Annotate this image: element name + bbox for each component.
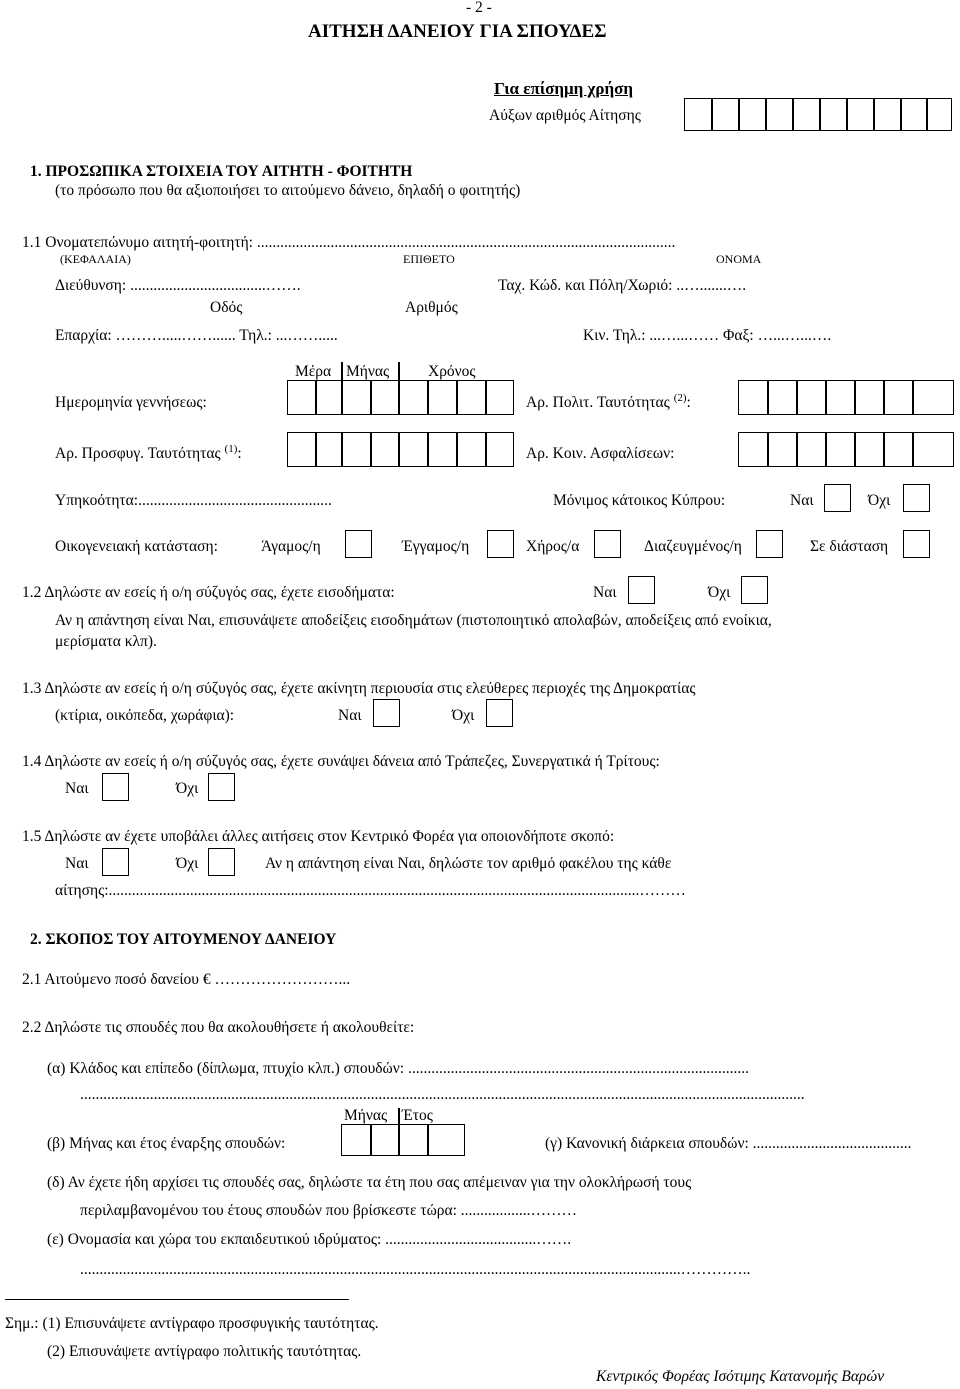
footnote-1: Σημ.: (1) Επισυνάψετε αντίγραφο προσφυγικής ταυτότητας.: [5, 1315, 379, 1332]
firstname-note: ΟΝΟΜΑ: [716, 252, 762, 266]
official-use-heading: Για επίσημη χρήση: [494, 79, 634, 98]
serial-number-label: Αύξων αριθμός Αίτησης: [489, 107, 641, 124]
q1-2-yes-label: Ναι: [593, 584, 617, 601]
widowed-checkbox[interactable]: [594, 530, 621, 558]
section1-subheading: (το πρόσωπο που θα αξιοποιήσει το αιτούμενο δάνειο, δηλαδή ο φοιτητής): [55, 182, 521, 199]
resident-yes-checkbox[interactable]: [824, 484, 851, 512]
divorced-checkbox[interactable]: [756, 530, 783, 558]
divorced-label: Διαζευγμένος/η: [644, 538, 742, 555]
marital-label: Οικογενειακή κατάσταση:: [55, 538, 218, 555]
q1-3-no-label: Όχι: [452, 707, 475, 724]
civil-id-label: Αρ. Πολιτ. Ταυτότητας $^{(2)}$:: [526, 391, 691, 411]
q1-4-yes-checkbox[interactable]: [102, 773, 129, 801]
section2-heading: 2. ΣΚΟΠΟΣ ΤΟΥ ΑΙΤΟΥΜΕΝΟΥ ΔΑΝΕΙΟΥ: [30, 931, 337, 948]
q1-3-text: 1.3 Δηλώστε αν εσείς ή ο/η σύζυγός σας, έχετε ακίνητη περιουσία στις ελεύθερες περιοχές της Δημοκρατίας: [22, 680, 696, 697]
surname-note: ΕΠΙΘΕΤΟ: [403, 252, 455, 266]
district-phone-field[interactable]: Επαρχία: ……….....……...... Τηλ.: ...…….....: [55, 327, 338, 344]
q1-3-yes-label: Ναι: [338, 707, 362, 724]
married-label: Έγγαμος/η: [402, 538, 470, 555]
q1-5-text: 1.5 Δηλώστε αν έχετε υποβάλει άλλες αιτήσεις στον Κεντρικό Φορέα για οποιονδήποτε σκοπό:: [22, 828, 615, 845]
social-insurance-label: Αρ. Κοιν. Ασφαλίσεων:: [526, 445, 675, 462]
page-number: - 2 -: [466, 0, 492, 16]
q1-4-no-checkbox[interactable]: [208, 773, 235, 801]
applicant-name-label[interactable]: 1.1 Ονοματεπώνυμο αιτητή-φοιτητή: ............................................................................................................: [22, 234, 676, 251]
refugee-id-label: Αρ. Προσφυγ. Ταυτότητας $^{(1)}$:: [55, 442, 242, 462]
q1-2-note-line1: Αν η απάντηση είναι Ναι, επισυνάψετε αποδείξεις εισοδημάτων (πιστοποιητικό απολαβών, αποδείξεις από ενοίκια,: [55, 612, 772, 629]
street-note: Οδός: [210, 299, 243, 316]
remaining-years-field[interactable]: περιλαμβανομένου του έτους σπουδών που βρίσκεστε τώρα: ..................………: [80, 1202, 578, 1219]
q1-5-yes-checkbox[interactable]: [102, 848, 129, 876]
caps-note: (ΚΕΦΑΛΑΙΑ): [60, 252, 131, 266]
citizenship-field[interactable]: Υπηκοότητα:..................................................: [55, 492, 332, 509]
mobile-fax-field[interactable]: Κιν. Τηλ.: ...…...…… Φαξ: …...…...….: [583, 327, 832, 344]
q1-2-note-line2: μερίσματα κλπ).: [55, 633, 157, 650]
study-field-input[interactable]: (α) Κλάδος και επίπεδο (δίπλωμα, πτυχίο κλπ.) σπουδών: ........................................................................................: [47, 1060, 749, 1077]
q2-2-text: 2.2 Δηλώστε τις σπουδές που θα ακολουθήσετε ή ακολουθείτε:: [22, 1019, 415, 1036]
married-checkbox[interactable]: [487, 530, 514, 558]
institution-field[interactable]: (ε) Ονομασία και χώρα του εκπαιδευτικού ιδρύματος: .......................................…….: [47, 1231, 572, 1248]
q1-4-text: 1.4 Δηλώστε αν εσείς ή ο/η σύζυγός σας, έχετε συνάψει δάνεια από Τράπεζες, Συνεργατικά ή Τρίτους:: [22, 753, 660, 770]
q1-2-no-label: Όχι: [708, 584, 731, 601]
widowed-label: Χήρος/α: [526, 538, 580, 555]
section1-heading: 1. ΠΡΟΣΩΠΙΚΑ ΣΤΟΙΧΕΙΑ ΤΟΥ ΑΙΤΗΤΗ - ΦΟΙΤΗΤΗ: [30, 163, 413, 180]
separated-checkbox[interactable]: [903, 530, 930, 558]
address-field[interactable]: Διεύθυνση: ...................................…….: [55, 277, 301, 294]
q1-5-yes-label: Ναι: [65, 855, 89, 872]
q1-5-no-checkbox[interactable]: [208, 848, 235, 876]
loan-amount-field[interactable]: 2.1 Αιτούμενο ποσό δανείου € ……………………...: [22, 971, 351, 988]
q1-2-no-checkbox[interactable]: [741, 576, 768, 604]
q1-5-followup: Αν η απάντηση είναι Ναι, δηλώστε τον αριθμό φακέλου της κάθε: [265, 855, 672, 872]
resident-yes-label: Ναι: [790, 492, 814, 509]
postcode-field[interactable]: Ταχ. Κώδ. και Πόλη/Χωριό: ..….......….: [498, 277, 747, 294]
single-label: Άγαμος/η: [261, 538, 321, 555]
start-month-label: Μήνας: [344, 1107, 388, 1124]
separated-label: Σε διάσταση: [810, 538, 889, 555]
dob-label: Ημερομηνία γεννήσεως:: [55, 394, 207, 411]
start-date-label: (β) Μήνας και έτος έναρξης σπουδών:: [47, 1135, 286, 1152]
form-title: ΑΙΤΗΣΗ ΔΑΝΕΙΟΥ ΓΙΑ ΣΠΟΥΔΕΣ: [308, 21, 607, 42]
institution-line2[interactable]: ...........................................................................................................................................................…………..: [80, 1261, 751, 1278]
remaining-years-line1: (δ) Αν έχετε ήδη αρχίσει τις σπουδές σας, δηλώστε τα έτη που σας απέμειναν για την ολοκλήρωσή τους: [47, 1174, 692, 1191]
q1-5-no-label: Όχι: [176, 855, 199, 872]
day-label: Μέρα: [295, 363, 332, 380]
q1-3-yes-checkbox[interactable]: [373, 699, 400, 727]
q1-2-text: 1.2 Δηλώστε αν εσείς ή ο/η σύζυγός σας, έχετε εισοδήματα:: [22, 584, 395, 601]
resident-no-checkbox[interactable]: [903, 484, 930, 512]
q1-2-yes-checkbox[interactable]: [628, 576, 655, 604]
footnote-divider: [5, 1299, 349, 1300]
start-year-label: Έτος: [402, 1107, 433, 1124]
study-duration-field[interactable]: (γ) Κανονική διάρκεια σπουδών: .........................................: [545, 1135, 912, 1152]
study-field-line2[interactable]: ...........................................................................................................................................................................................: [80, 1086, 805, 1103]
month-label: Μήνας: [346, 363, 390, 380]
q1-4-yes-label: Ναι: [65, 780, 89, 797]
year-label: Χρόνος: [428, 363, 476, 380]
single-checkbox[interactable]: [345, 530, 372, 558]
footnote-2: (2) Επισυνάψετε αντίγραφο πολιτικής ταυτότητας.: [47, 1343, 362, 1360]
q1-5-file-number-field[interactable]: αίτησης:.........................................................................................................................................………: [55, 882, 686, 899]
resident-no-label: Όχι: [868, 492, 891, 509]
q1-3-text2: (κτίρια, οικόπεδα, χωράφια):: [55, 707, 235, 724]
q1-3-no-checkbox[interactable]: [486, 699, 513, 727]
q1-4-no-label: Όχι: [176, 780, 199, 797]
resident-label: Μόνιμος κάτοικος Κύπρου:: [553, 492, 726, 509]
footer-organization: Κεντρικός Φορέας Ισότιμης Κατανομής Βαρών: [596, 1368, 885, 1385]
number-note: Αριθμός: [405, 299, 458, 316]
